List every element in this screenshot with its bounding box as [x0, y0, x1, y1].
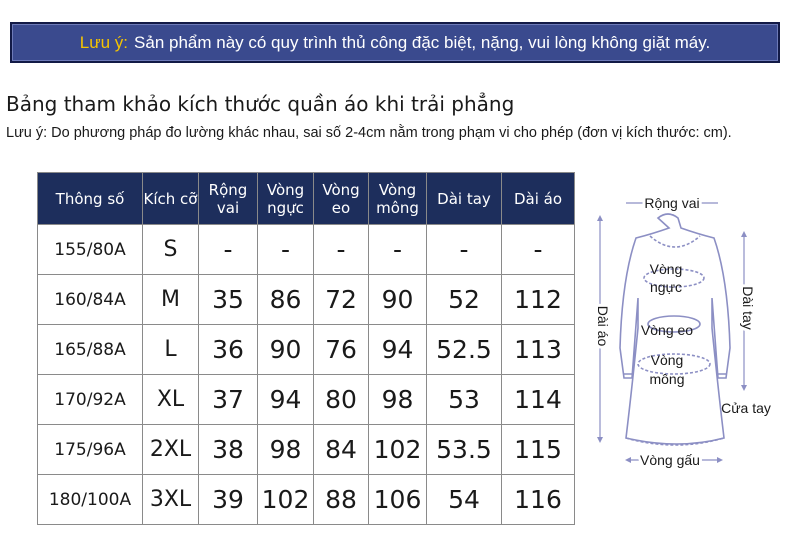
cell-size: M [143, 275, 199, 325]
cell-spec: 170/92A [38, 375, 143, 425]
cell-sleeve: 53 [427, 375, 502, 425]
label-hem: Vòng gấu [640, 452, 700, 468]
cell-hip: 98 [369, 375, 427, 425]
table-row [38, 325, 575, 375]
label-hip-2: mông [649, 371, 685, 387]
table-row [38, 475, 575, 525]
cell-shoulder: 38 [199, 425, 258, 475]
cell-hip: 106 [369, 475, 427, 525]
label-chest-1: Vòng [649, 261, 683, 277]
cell-size: 3XL [143, 475, 199, 525]
cell-chest: 102 [258, 475, 314, 525]
cell-spec: 175/96A [38, 425, 143, 475]
table-row [38, 425, 575, 475]
cell-chest: 98 [258, 425, 314, 475]
notice-label: Lưu ý: [79, 32, 129, 52]
cell-length: - [502, 225, 575, 275]
cell-shoulder: 37 [199, 375, 258, 425]
notice-banner [10, 22, 780, 63]
cell-spec: 155/80A [38, 225, 143, 275]
cell-size: 2XL [143, 425, 199, 475]
cell-waist: 76 [314, 325, 369, 375]
cell-sleeve: 52 [427, 275, 502, 325]
label-sleeve: Dài tay [740, 286, 756, 330]
cell-shoulder: - [199, 225, 258, 275]
cell-waist: 84 [314, 425, 369, 475]
cell-hip: 90 [369, 275, 427, 325]
cell-hip: 102 [369, 425, 427, 475]
cell-waist: - [314, 225, 369, 275]
label-waist: Vòng eo [640, 322, 694, 338]
cell-length: 113 [502, 325, 575, 375]
cell-length: 112 [502, 275, 575, 325]
cell-shoulder: 36 [199, 325, 258, 375]
cell-sleeve: - [427, 225, 502, 275]
header-hip: Vòng mông [369, 173, 427, 225]
cell-shoulder: 39 [199, 475, 258, 525]
garment-measurement-diagram [578, 188, 778, 478]
header-spec: Thông số [38, 173, 143, 225]
header-size: Kích cỡ [143, 173, 199, 225]
cell-sleeve: 52.5 [427, 325, 502, 375]
cell-spec: 165/88A [38, 325, 143, 375]
label-shoulder: Rộng vai [644, 195, 700, 211]
cell-hip: 94 [369, 325, 427, 375]
table-header-row [38, 173, 575, 225]
cell-waist: 72 [314, 275, 369, 325]
cell-size: S [143, 225, 199, 275]
label-hip-1: Vòng [650, 352, 684, 368]
table-row [38, 225, 575, 275]
header-length: Dài áo [502, 173, 575, 225]
cell-chest: 86 [258, 275, 314, 325]
cell-waist: 80 [314, 375, 369, 425]
cell-waist: 88 [314, 475, 369, 525]
label-length: Dài áo [595, 305, 611, 347]
header-shoulder: Rộng vai [199, 173, 258, 225]
label-chest-2: ngực [650, 279, 682, 295]
table-row [38, 375, 575, 425]
header-waist: Vòng eo [314, 173, 369, 225]
cell-size: XL [143, 375, 199, 425]
header-chest: Vòng ngực [258, 173, 314, 225]
header-sleeve: Dài tay [427, 173, 502, 225]
cell-spec: 180/100A [38, 475, 143, 525]
size-table [37, 172, 575, 525]
label-cuff: Cửa tay [721, 400, 771, 416]
cell-spec: 160/84A [38, 275, 143, 325]
measurement-note: Lưu ý: Do phương pháp đo lường khác nhau, sai số 2-4cm nằm trong phạm vi cho phép (đơn vị kích thước: cm). [6, 125, 732, 141]
cell-chest: - [258, 225, 314, 275]
cell-length: 116 [502, 475, 575, 525]
cell-sleeve: 54 [427, 475, 502, 525]
notice-text: Sản phẩm này có quy trình thủ công đặc biệt, nặng, vui lòng không giặt máy. [134, 32, 711, 52]
cell-hip: - [369, 225, 427, 275]
cell-length: 114 [502, 375, 575, 425]
page-title: Bảng tham khảo kích thước quần áo khi trải phẳng [6, 92, 515, 116]
cell-length: 115 [502, 425, 575, 475]
cell-chest: 94 [258, 375, 314, 425]
cell-shoulder: 35 [199, 275, 258, 325]
table-row [38, 275, 575, 325]
cell-sleeve: 53.5 [427, 425, 502, 475]
cell-size: L [143, 325, 199, 375]
cell-chest: 90 [258, 325, 314, 375]
